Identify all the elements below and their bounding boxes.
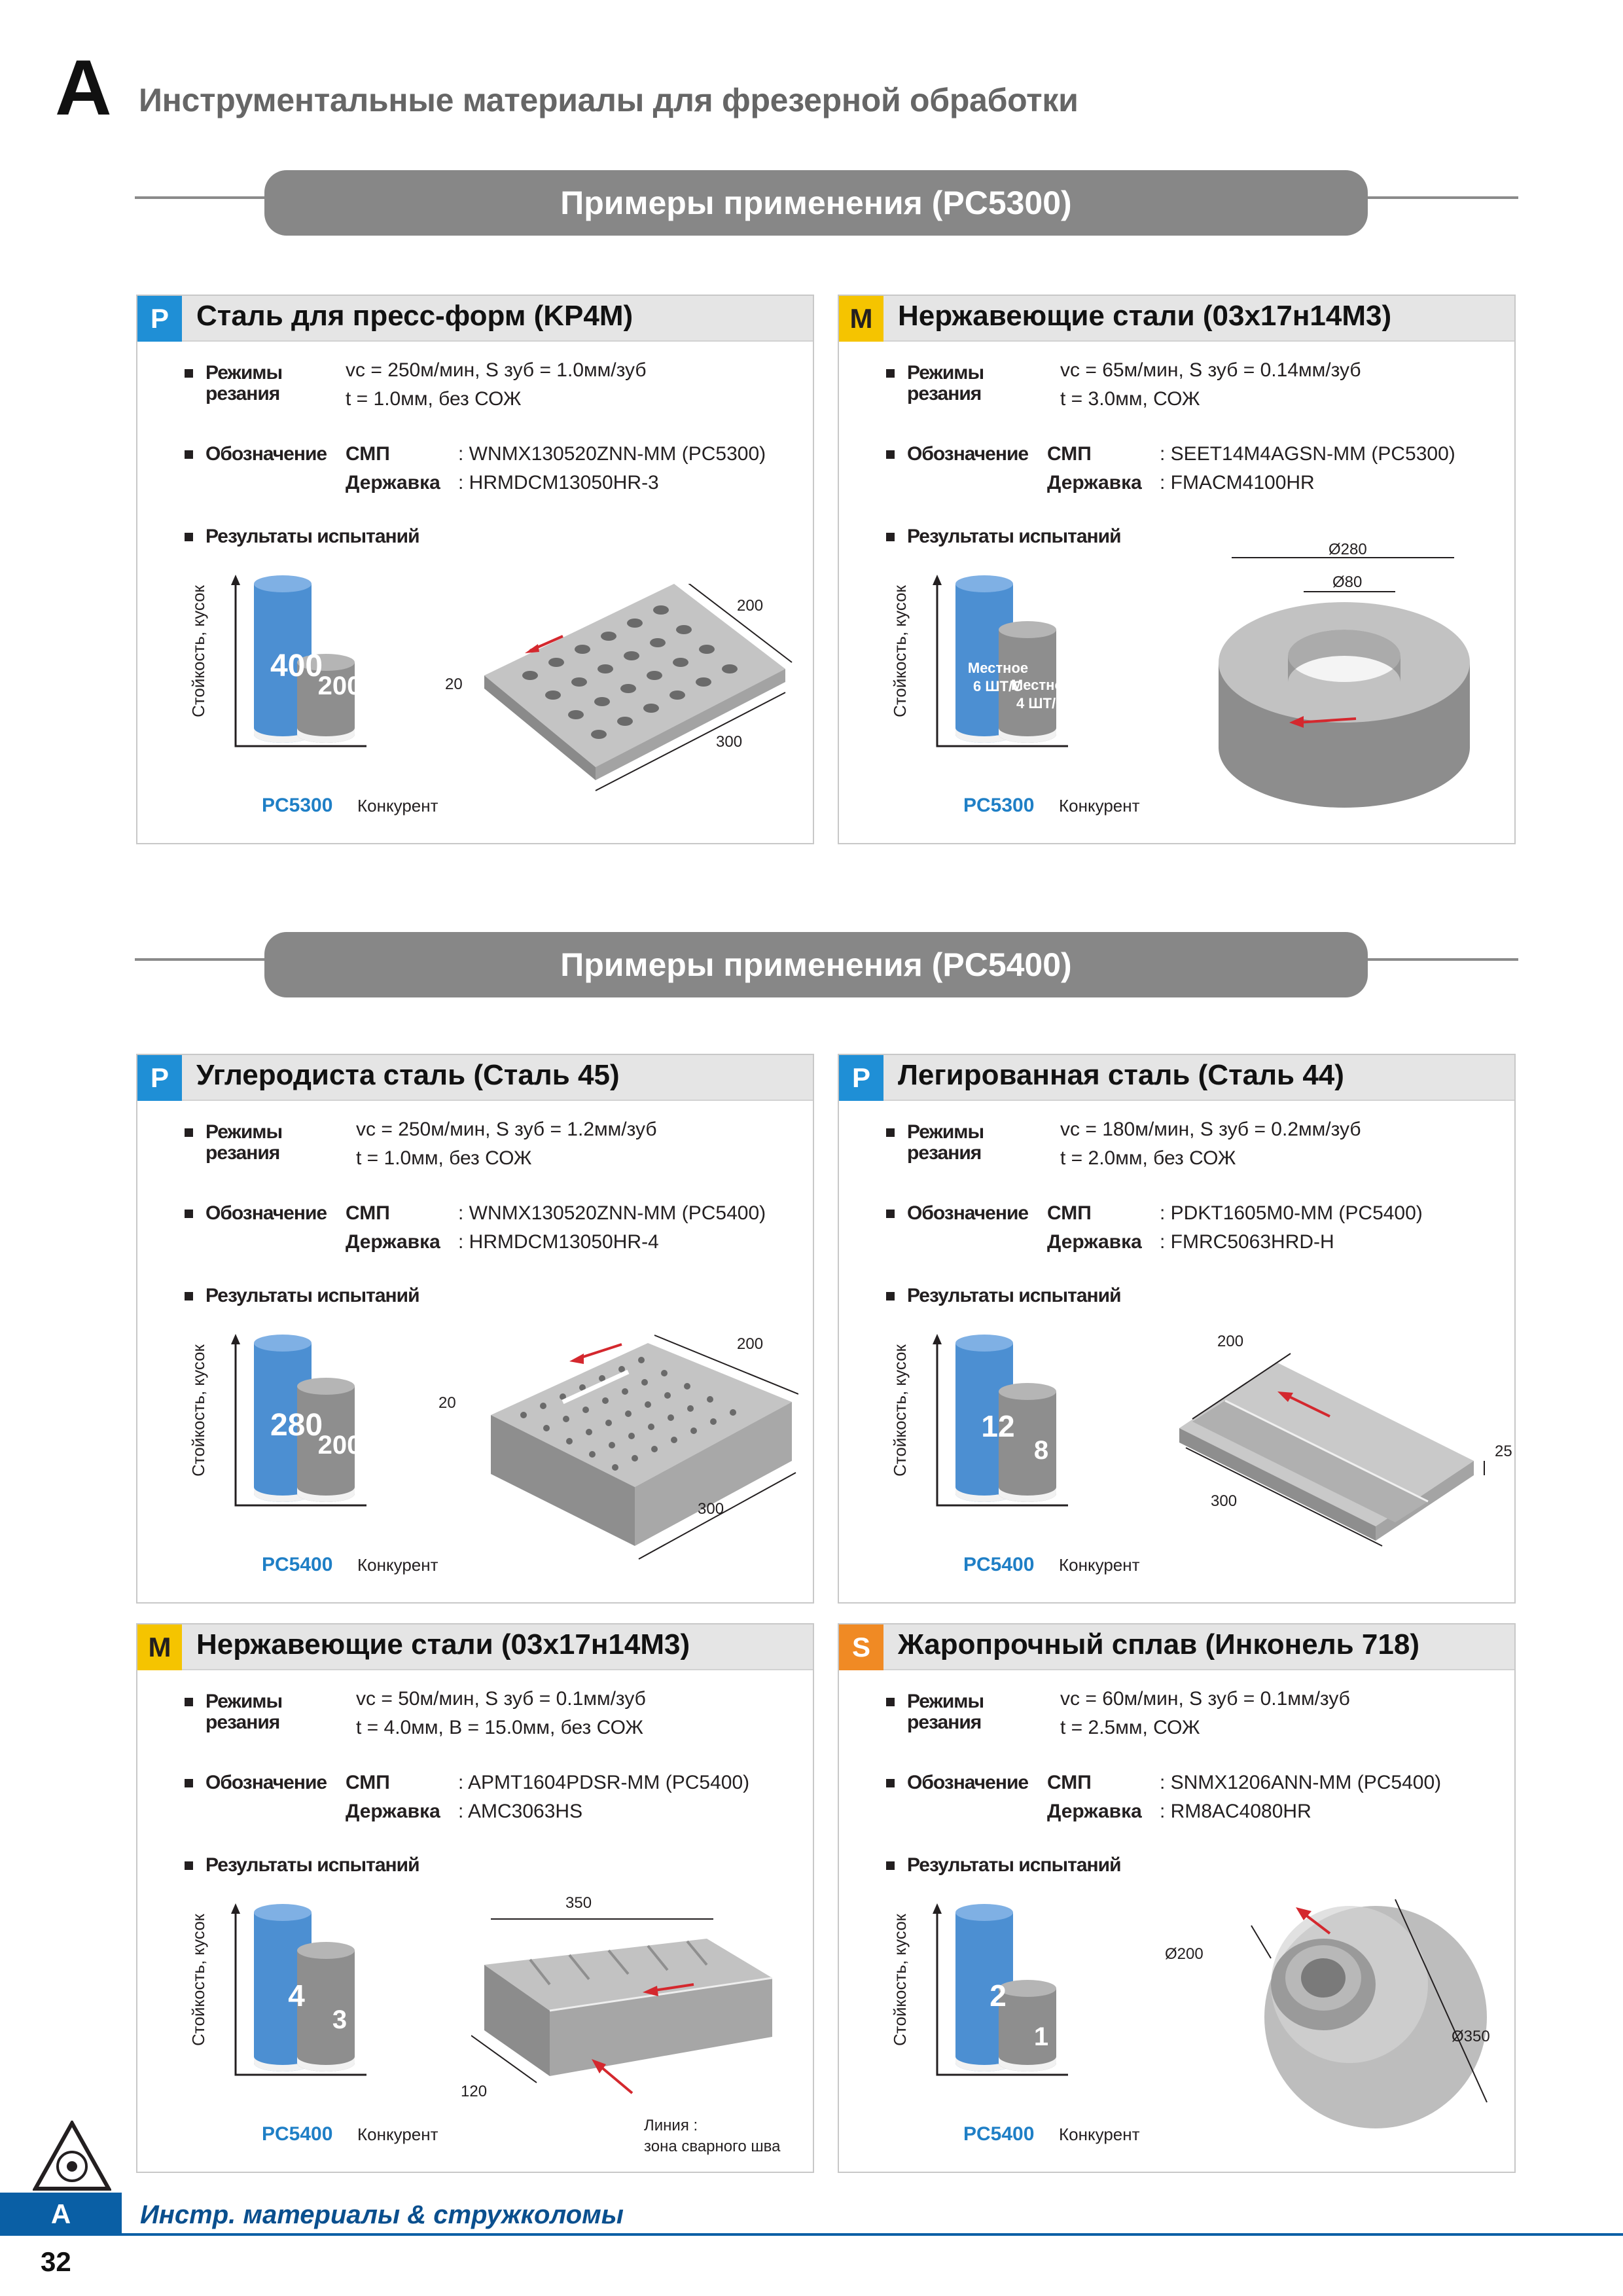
footer-text: Инстр. материалы & стружколомы [140, 2200, 624, 2229]
bar-value-ours: 4 [288, 1979, 305, 2013]
holder-code: : RM8AC4080HR [1160, 1801, 1311, 1822]
dimension-label: 300 [716, 733, 743, 751]
cutting-modes-label-2: резания [205, 1712, 280, 1733]
bar-value-ours: 280 [270, 1408, 323, 1443]
bar-value-ours: 400 [270, 649, 323, 683]
dimension-label: 300 [1211, 1492, 1238, 1510]
cutting-mode-1: vc = 50м/мин, S зуб = 0.1мм/зуб [356, 1688, 646, 1710]
insert-label: СМП [346, 443, 390, 465]
section-title: Примеры применения (PC5400) [560, 946, 1072, 983]
dimension-label: 20 [438, 1394, 456, 1412]
workpiece-block-illustration [484, 1330, 798, 1566]
grade-label: PC5300 [262, 795, 333, 816]
insert-code: : SNMX1206ANN-MM (PC5400) [1160, 1772, 1442, 1793]
card-title: Жаропрочный сплав (Инконель 718) [898, 1628, 1419, 1660]
iso-badge: M [137, 1624, 182, 1670]
cutting-modes-label: Режимы [205, 1121, 283, 1143]
dimension-label: 25 [1495, 1443, 1512, 1460]
competitor-label: Конкурент [357, 1555, 438, 1575]
grade-label: PC5300 [963, 795, 1035, 816]
designation-label: Обозначение [907, 1202, 1029, 1224]
workpiece-ring-illustration [1205, 551, 1480, 826]
cutting-mode-1: vc = 250м/мин, S зуб = 1.2мм/зуб [356, 1119, 657, 1140]
application-card [136, 295, 814, 844]
y-axis-label: Стойкость, кусок [188, 585, 208, 717]
cutting-mode-2: t = 1.0мм, без СОЖ [356, 1147, 532, 1169]
section-header [264, 932, 1368, 997]
page-letter: A [55, 44, 112, 132]
cutting-mode-1: vc = 250м/мин, S зуб = 1.0мм/зуб [346, 359, 647, 381]
insert-code: : APMT1604PDSR-MM (PC5400) [458, 1772, 750, 1793]
competitor-label: Конкурент [357, 796, 438, 816]
grade-label: PC5400 [963, 2123, 1035, 2145]
cutting-modes-label: Режимы [907, 1121, 984, 1143]
insert-label: СМП [1047, 1772, 1092, 1793]
results-label: Результаты испытаний [205, 526, 419, 547]
holder-label: Державка [1047, 1801, 1142, 1822]
weld-note: Линия : [644, 2117, 698, 2134]
insert-label: СМП [346, 1202, 390, 1224]
workpiece-plate-illustration [478, 584, 805, 806]
bar-value-ours: Местное [967, 660, 1029, 676]
iso-badge: P [839, 1055, 883, 1101]
holder-label: Державка [1047, 472, 1142, 493]
insert-code: : SEET14M4AGSN-MM (PC5300) [1160, 443, 1455, 465]
workpiece-sphere-illustration [1232, 1886, 1507, 2148]
application-card [838, 1054, 1516, 1604]
application-card [838, 295, 1516, 844]
cutting-mode-2: t = 2.0мм, без СОЖ [1060, 1147, 1236, 1169]
dimension-label: Ø280 [1329, 541, 1367, 558]
card-title-bar [137, 296, 813, 342]
cutting-mode-1: vc = 60м/мин, S зуб = 0.1мм/зуб [1060, 1688, 1350, 1710]
bar-value-competitor: 200 [317, 1431, 362, 1460]
holder-code: : FMRC5063HRD-H [1160, 1231, 1334, 1253]
cutting-modes-label-2: резания [907, 383, 982, 404]
application-card [838, 1623, 1516, 2173]
designation-label: Обозначение [907, 1772, 1029, 1793]
application-card [136, 1054, 814, 1604]
cutting-mode-2: t = 3.0мм, СОЖ [1060, 388, 1200, 410]
cutting-mode-2: t = 1.0мм, без СОЖ [346, 388, 522, 410]
competitor-label: Конкурент [1059, 796, 1140, 816]
dimension-label: Ø200 [1165, 1945, 1204, 1963]
results-label: Результаты испытаний [205, 1854, 419, 1876]
cutting-modes-label: Режимы [907, 1691, 984, 1712]
cutting-modes-label-2: резания [907, 1712, 982, 1733]
iso-badge: M [839, 296, 883, 342]
grade-label: PC5400 [963, 1554, 1035, 1575]
axis-arrow [933, 1903, 942, 1914]
competitor-label: Конкурент [1059, 2125, 1140, 2144]
axis-arrow [231, 1903, 240, 1914]
workpiece-slotted-plate-illustration [1166, 1330, 1493, 1552]
weld-note: зона сварного шва [644, 2138, 781, 2155]
holder-label: Державка [346, 472, 440, 493]
bar-value-competitor: 3 [332, 2005, 348, 2034]
card-title: Легированная сталь (Сталь 44) [898, 1059, 1344, 1091]
card-title-bar [137, 1055, 813, 1101]
workpiece-welded-block-illustration [471, 1899, 798, 2135]
y-axis-label: Стойкость, кусок [890, 585, 910, 717]
holder-label: Державка [1047, 1231, 1142, 1253]
footer-rule [122, 2233, 1623, 2236]
insert-code: : PDKT1605M0-MM (PC5400) [1160, 1202, 1423, 1224]
grade-label: PC5400 [262, 1554, 333, 1575]
cutting-mode-2: t = 2.5мм, СОЖ [1060, 1717, 1200, 1738]
insert-label: СМП [346, 1772, 390, 1793]
bar-value-competitor: 1 [1033, 2022, 1049, 2051]
dimension-label: Ø350 [1452, 2028, 1490, 2045]
designation-label: Обозначение [205, 1772, 327, 1793]
iso-badge: S [839, 1624, 883, 1670]
y-axis-label: Стойкость, кусок [890, 1914, 910, 2046]
cutting-modes-label: Режимы [205, 1691, 283, 1712]
cutting-mode-1: vc = 180м/мин, S зуб = 0.2мм/зуб [1060, 1119, 1361, 1140]
bar-value-ours: 12 [981, 1409, 1015, 1443]
bar-value-competitor: 4 ШТ/С [1016, 695, 1066, 711]
cutting-mode-2: t = 4.0мм, B = 15.0мм, без СОЖ [356, 1717, 643, 1738]
bar-value-competitor: 8 [1033, 1436, 1049, 1465]
cutting-modes-label: Режимы [205, 362, 283, 384]
cutting-modes-label-2: резания [907, 1142, 982, 1164]
card-title-bar [839, 1624, 1514, 1670]
holder-label: Державка [346, 1801, 440, 1822]
card-title-bar [137, 1624, 813, 1670]
page-number: 32 [41, 2246, 71, 2277]
axis-arrow [933, 575, 942, 585]
competitor-label: Конкурент [1059, 1555, 1140, 1575]
insert-code: : WNMX130520ZNN-MM (PC5300) [458, 443, 766, 465]
card-title-bar [839, 296, 1514, 342]
grade-label: PC5400 [262, 2123, 333, 2145]
page-title: Инструментальные материалы для фрезерной обработки [139, 82, 1079, 118]
card-title: Сталь для пресс-форм (KP4M) [196, 300, 633, 332]
section-title: Примеры применения (PC5300) [560, 185, 1072, 221]
iso-badge: P [137, 1055, 182, 1101]
results-label: Результаты испытаний [907, 1854, 1121, 1876]
cutting-modes-label-2: резания [205, 383, 280, 404]
dimension-label: 20 [445, 675, 463, 693]
results-label: Результаты испытаний [907, 526, 1121, 547]
insert-label: СМП [1047, 443, 1092, 465]
cutting-modes-label: Режимы [907, 362, 984, 384]
holder-code: : HRMDCM13050HR-3 [458, 472, 659, 493]
card-title: Углеродиста сталь (Сталь 45) [196, 1059, 620, 1091]
y-axis-label: Стойкость, кусок [188, 1914, 208, 2046]
competitor-label: Конкурент [357, 2125, 438, 2144]
axis-arrow [231, 575, 240, 585]
bar-value-competitor: 200 [317, 672, 362, 700]
designation-label: Обозначение [205, 443, 327, 465]
card-title-bar [839, 1055, 1514, 1101]
section-header [264, 170, 1368, 236]
company-logo [33, 2121, 111, 2193]
holder-code: : AMC3063HS [458, 1801, 583, 1822]
cutting-modes-label-2: резания [205, 1142, 280, 1164]
cutting-mode-1: vc = 65м/мин, S зуб = 0.14мм/зуб [1060, 359, 1361, 381]
application-card [136, 1623, 814, 2173]
designation-label: Обозначение [205, 1202, 327, 1224]
dimension-label: 350 [565, 1894, 592, 1912]
dimension-label: 300 [698, 1500, 724, 1518]
bar-value-competitor: Местное [1010, 677, 1072, 693]
designation-label: Обозначение [907, 443, 1029, 465]
insert-code: : WNMX130520ZNN-MM (PC5400) [458, 1202, 766, 1224]
bar-value-ours: 6 ШТ/С [973, 678, 1023, 694]
card-title: Нержавеющие стали (03х17н14М3) [898, 300, 1392, 332]
y-axis-label: Стойкость, кусок [188, 1344, 208, 1477]
results-label: Результаты испытаний [205, 1285, 419, 1306]
iso-badge: P [137, 296, 182, 342]
holder-code: : HRMDCM13050HR-4 [458, 1231, 659, 1253]
axis-arrow [933, 1334, 942, 1344]
footer-section-tab: A [0, 2193, 122, 2236]
dimension-label: 200 [737, 1335, 764, 1353]
card-title: Нержавеющие стали (03х17н14М3) [196, 1628, 690, 1660]
dimension-label: Ø80 [1332, 573, 1363, 591]
insert-label: СМП [1047, 1202, 1092, 1224]
holder-code: : FMACM4100HR [1160, 472, 1315, 493]
dimension-label: 120 [461, 2083, 488, 2100]
results-label: Результаты испытаний [907, 1285, 1121, 1306]
y-axis-label: Стойкость, кусок [890, 1344, 910, 1477]
bar-value-ours: 2 [990, 1979, 1007, 2013]
dimension-label: 200 [737, 597, 764, 615]
holder-label: Державка [346, 1231, 440, 1253]
dimension-label: 200 [1217, 1333, 1244, 1350]
axis-arrow [231, 1334, 240, 1344]
